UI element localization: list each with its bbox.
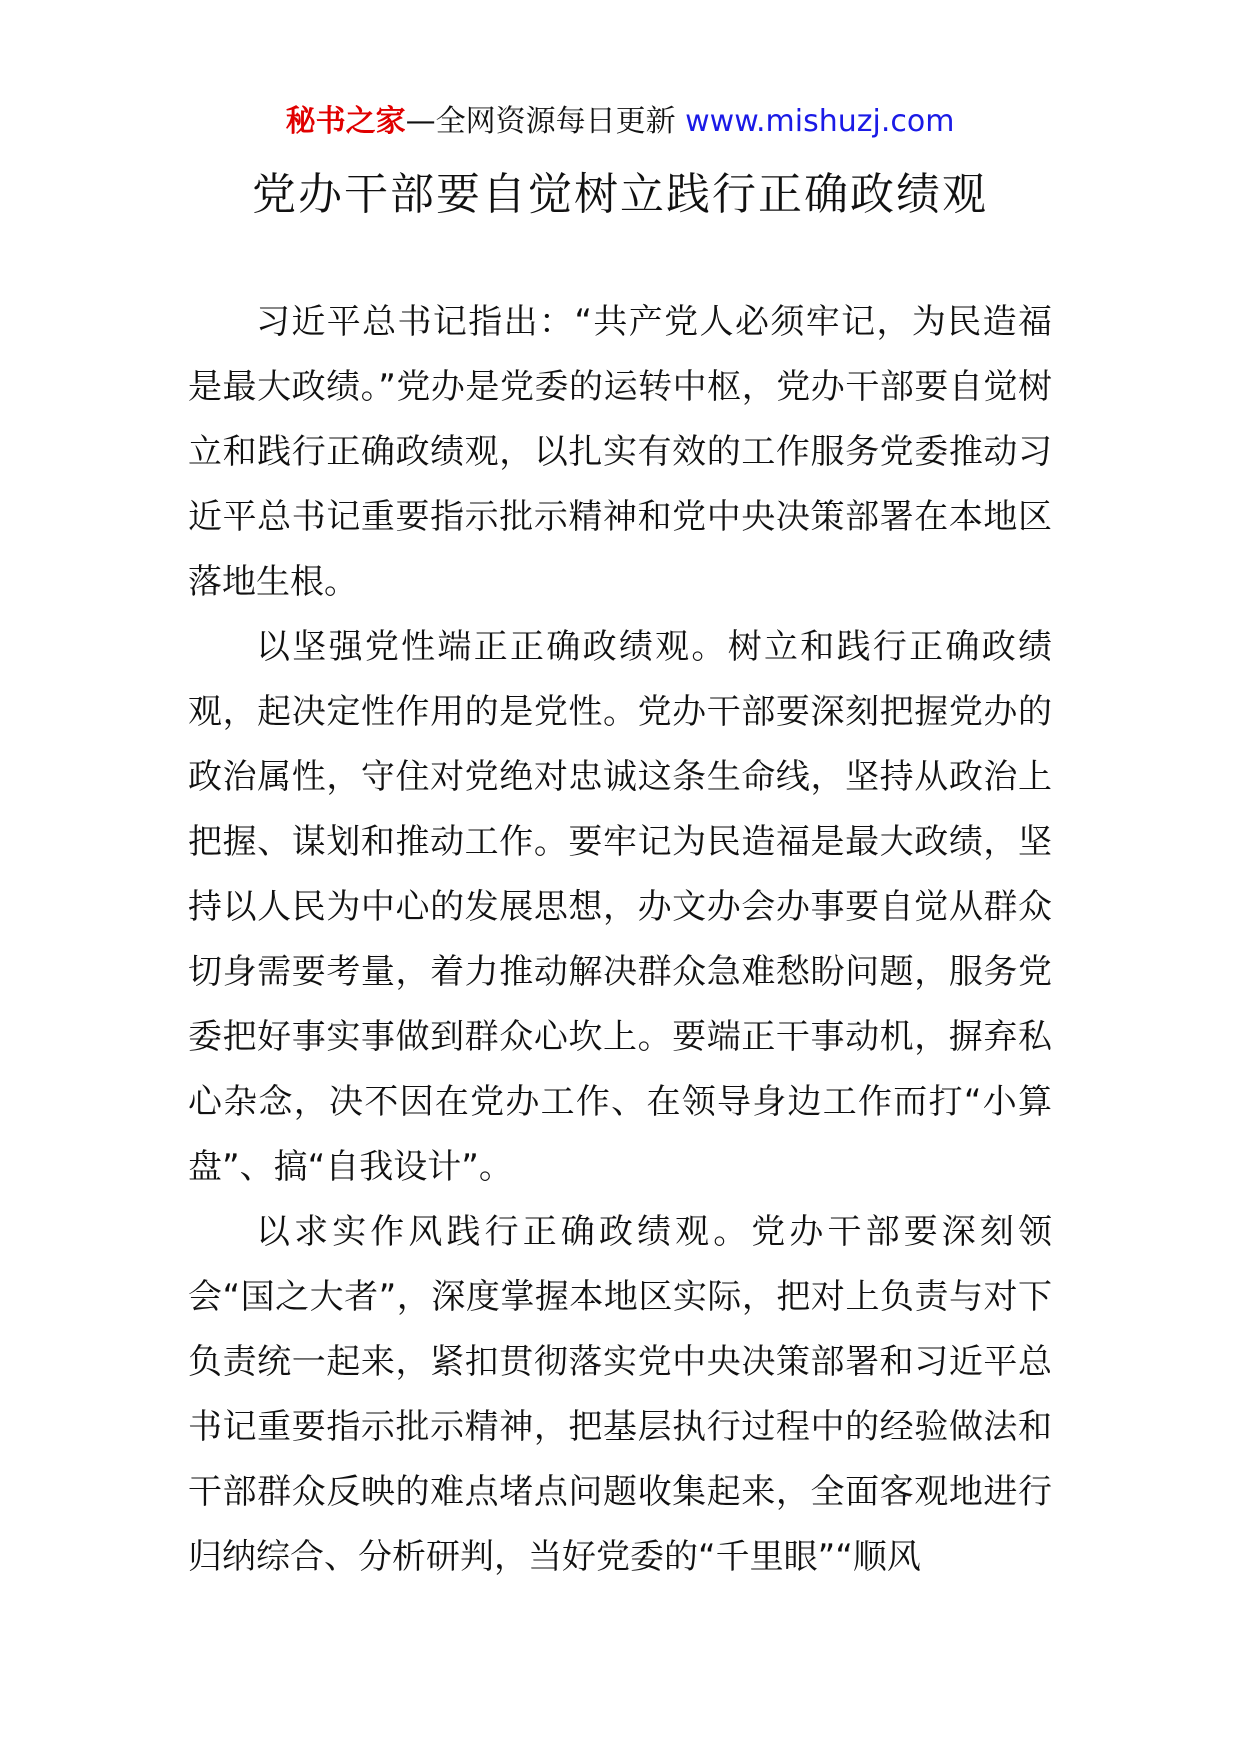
brand-name: 秘书之家 [285,104,406,139]
header-tagline: —全网资源每日更新 [405,104,686,139]
document-body [188,290,1052,1590]
site-url-link[interactable]: www.mishuzj.com [685,104,955,139]
body-paragraph: 习近平总书记指出：“共产党人必须牢记，为民造福是最大政绩。”党办是党委的运转中枢，党办干部要自觉树立和践行正确政绩观，以扎实有效的工作服务党委推动习近平总书记重要指示批示精神和党中央决策部署在本地区落地生根。 [188,302,1052,602]
body-paragraph: 以求实作风践行正确政绩观。党办干部要深刻领会“国之大者”，深度掌握本地区实际，把对上负责与对下负责统一起来，紧扣贯彻落实党中央决策部署和习近平总书记重要指示批示精神，把基层执行过程中的经验做法和干部群众反映的难点堵点问题收集起来，全面客观地进行归纳综合、分析研判，当好党委的“千里眼”“顺风 [188,1212,1052,1577]
site-header-banner [0,100,1240,144]
document-title: 党办干部要自觉树立践行正确政绩观 [252,169,988,220]
body-paragraph: 以坚强党性端正正确政绩观。树立和践行正确政绩观，起决定性作用的是党性。党办干部要深刻把握党办的政治属性，守住对党绝对忠诚这条生命线，坚持从政治上把握、谋划和推动工作。要牢记为民造福是最大政绩，坚持以人民为中心的发展思想，办文办会办事要自觉从群众切身需要考量，着力推动解决群众急难愁盼问题，服务党委把好事实事做到群众心坎上。要端正干事动机，摒弃私心杂念，决不因在党办工作、在领导身边工作而打“小算盘”、搞“自我设计”。 [188,627,1052,1187]
